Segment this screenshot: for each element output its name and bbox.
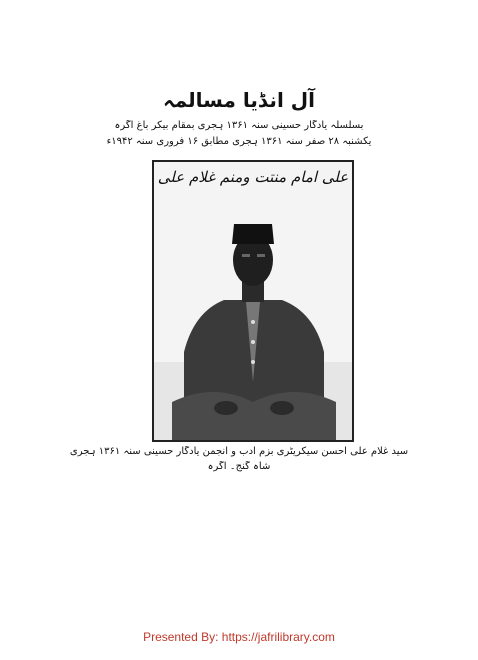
portrait-image xyxy=(154,162,352,440)
photo-calligraphy-caption: علی امام منتت ومنم غلام علی xyxy=(157,168,349,186)
footer-credit-link[interactable]: Presented By: https://jafrilibrary.com xyxy=(143,630,335,644)
event-date-line: یکشنبہ ۲۸ صفر سنہ ۱۳۶۱ ہجری مطابق ۱۶ فروری سنہ ۱۹۴۲ء xyxy=(106,136,372,147)
portrait-location-line: شاہ گنج۔ آگرہ xyxy=(207,461,271,472)
portrait-caption-line: سید غلام علی احسن سیکریٹری بزم ادب و انجمن یادگار حسینی سنہ ۱۳۶۱ ہجری xyxy=(69,446,409,457)
portrait-photo xyxy=(152,160,354,442)
event-details-line: بسلسلہ یادگار حسینی سنہ ۱۳۶۱ ہجری بمقام بیکر باغ آگرہ xyxy=(114,120,364,131)
document-title: آل انڈیا مسالمہ xyxy=(163,88,315,112)
